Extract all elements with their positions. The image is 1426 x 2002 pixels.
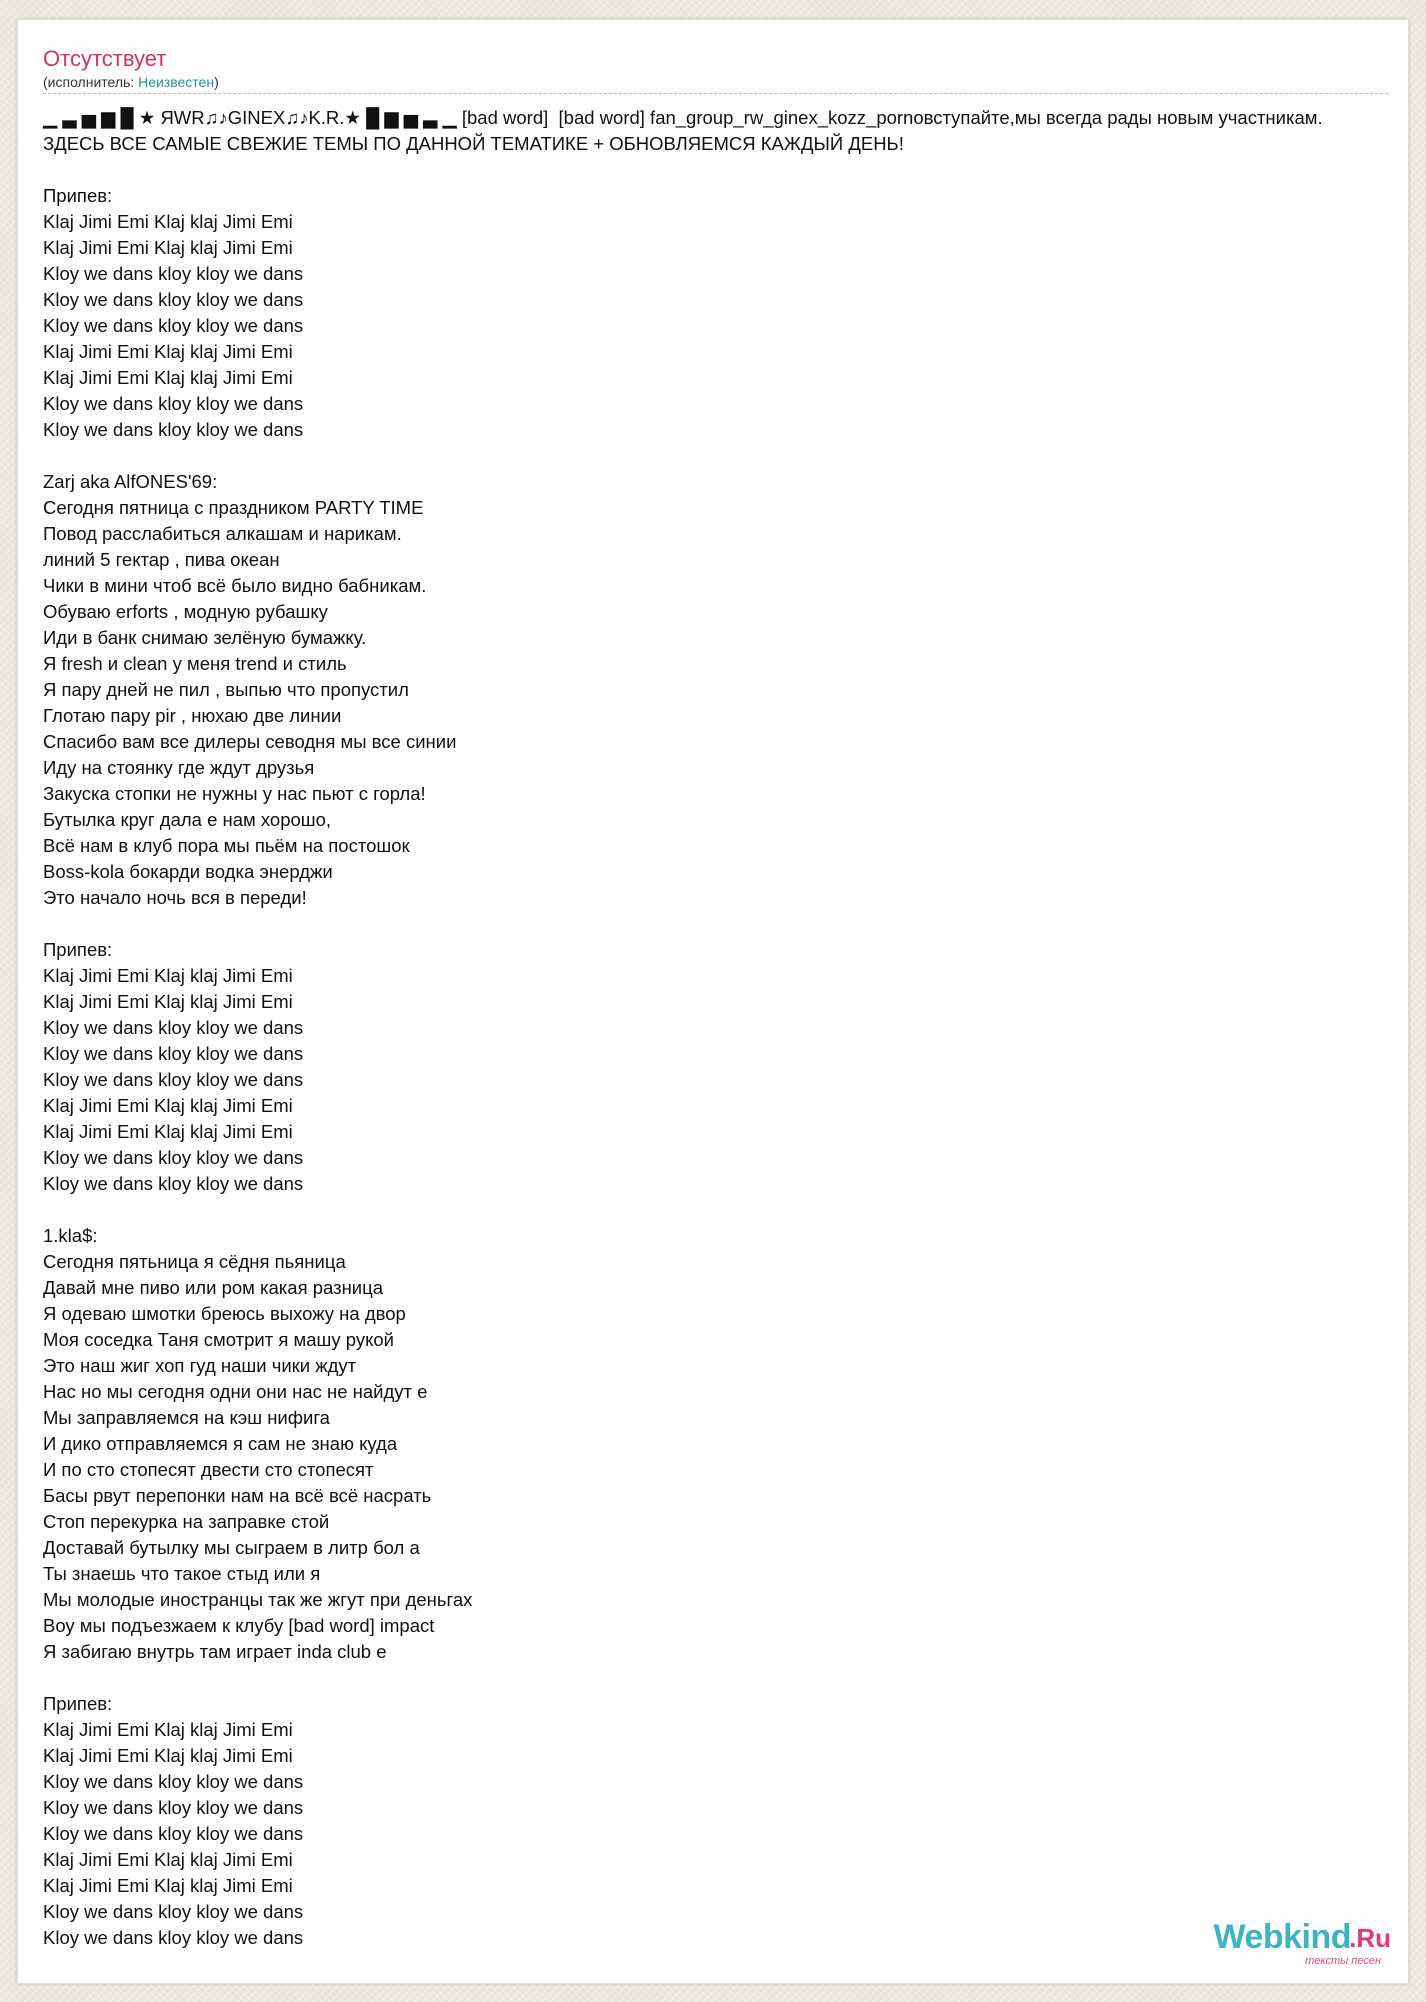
artist-link[interactable]: Неизвестен [138,74,215,90]
artist-prefix: (исполнитель: [43,74,139,90]
artist-suffix: ) [214,74,219,90]
artist-line [43,73,219,91]
logo-brand: Webkind [1213,1918,1351,1956]
lyrics-text: ▁ ▃ ▅ ▆ █ ★ ЯWR♫♪GINEX♫♪K.R.★ █ ▆ ▅ ▃ ▁ [bad word] [bad word] fan_group_rw_ginex_kozz_pornовступайте,мы всегда рады новым участникам. ЗДЕСЬ ВСЕ САМЫЕ СВЕЖИЕ ТЕМЫ ПО ДАННОЙ ТЕМАТИКЕ + ОБНОВЛЯЕМСЯ КАЖДЫЙ ДЕНЬ! Припев: Klaj Jimi Emi Klaj klaj Jimi Emi Klaj Jimi Emi Klaj klaj Jimi Emi Kloy we dans kloy kloy we dans Kloy we dans kloy kloy we dans Kloy we dans kloy kloy we dans Klaj Jimi Emi Klaj klaj Jimi Emi Klaj Jimi Emi Klaj klaj Jimi Emi Kloy we dans kloy kloy we dans Kloy we dans kloy kloy we dans Zarj aka AlfONES'69: Сегодня пятница с праздником PARTY TIME Повод расслабиться алкашам и нарикам. линий 5 гектар , пива океан Чики в мини чтоб всё было видно бабникам. Обуваю erforts , модную рубашку Иди в банк снимаю зелёную бумажку. Я fresh и clean у меня trend и стиль Я пару дней не пил , выпью что пропустил Глотаю пару pir , нюхаю две линии Спасибо вам все дилеры севодня мы все синии Иду на стоянку где ждут друзья Закуска стопки не нужны у нас пьют с горла! Бутылка круг дала е нам хорошо, Всё нам в клуб пора мы пьём на постошок Boss-kola бокарди водка энерджи Это начало ночь вся в переди! Припев: Klaj Jimi Emi Klaj klaj Jimi Emi Klaj Jimi Emi Klaj klaj Jimi Emi Kloy we dans kloy kloy we dans Kloy we dans kloy kloy we dans Kloy we dans kloy kloy we dans Klaj Jimi Emi Klaj klaj Jimi Emi Klaj Jimi Emi Klaj klaj Jimi Emi Kloy we dans kloy kloy we dans Kloy we dans kloy kloy we dans 1.kla$: Сегодня пятьница я сёдня пьяница Давай мне пиво или ром какая разница Я одеваю шмотки бреюсь выхожу на двор Моя соседка Таня смотрит я машу рукой Это наш жиг хоп гуд наши чики ждут Нас но мы сегодня одни они нас не найдут е Мы заправляемся на кэш нифига И дико отправляемся я сам не знаю куда И по сто стопесят двести сто стопесят Басы рвут перепонки нам на всё всё насрать Стоп перекурка на заправке стой Доставай бутылку мы сыграем в литр бол а Ты знаешь что такое стыд или я Мы молодые иностранцы так же жгут при деньгах Воу мы подъезжаем к клубу [bad word] impact Я забигаю внутрь там играет inda club е Припев: Klaj Jimi Emi Klaj klaj Jimi Emi Klaj Jimi Emi Klaj klaj Jimi Emi Kloy we dans kloy kloy we dans Kloy we dans kloy kloy we dans Kloy we dans kloy kloy we dans Klaj Jimi Emi Klaj klaj Jimi Emi Klaj Jimi Emi Klaj klaj Jimi Emi Kloy we dans kloy kloy we dans Kloy we dans kloy kloy we dans [43,107,1323,1948]
song-title: Отсутствует [43,46,167,71]
logo-tld: .Ru [1349,1923,1391,1953]
dashed-divider [43,93,1388,94]
lyrics-sheet [17,19,1409,1984]
webkind-logo[interactable] [1201,1917,1391,1969]
logo-tagline: тексты песен [1305,1955,1381,1967]
